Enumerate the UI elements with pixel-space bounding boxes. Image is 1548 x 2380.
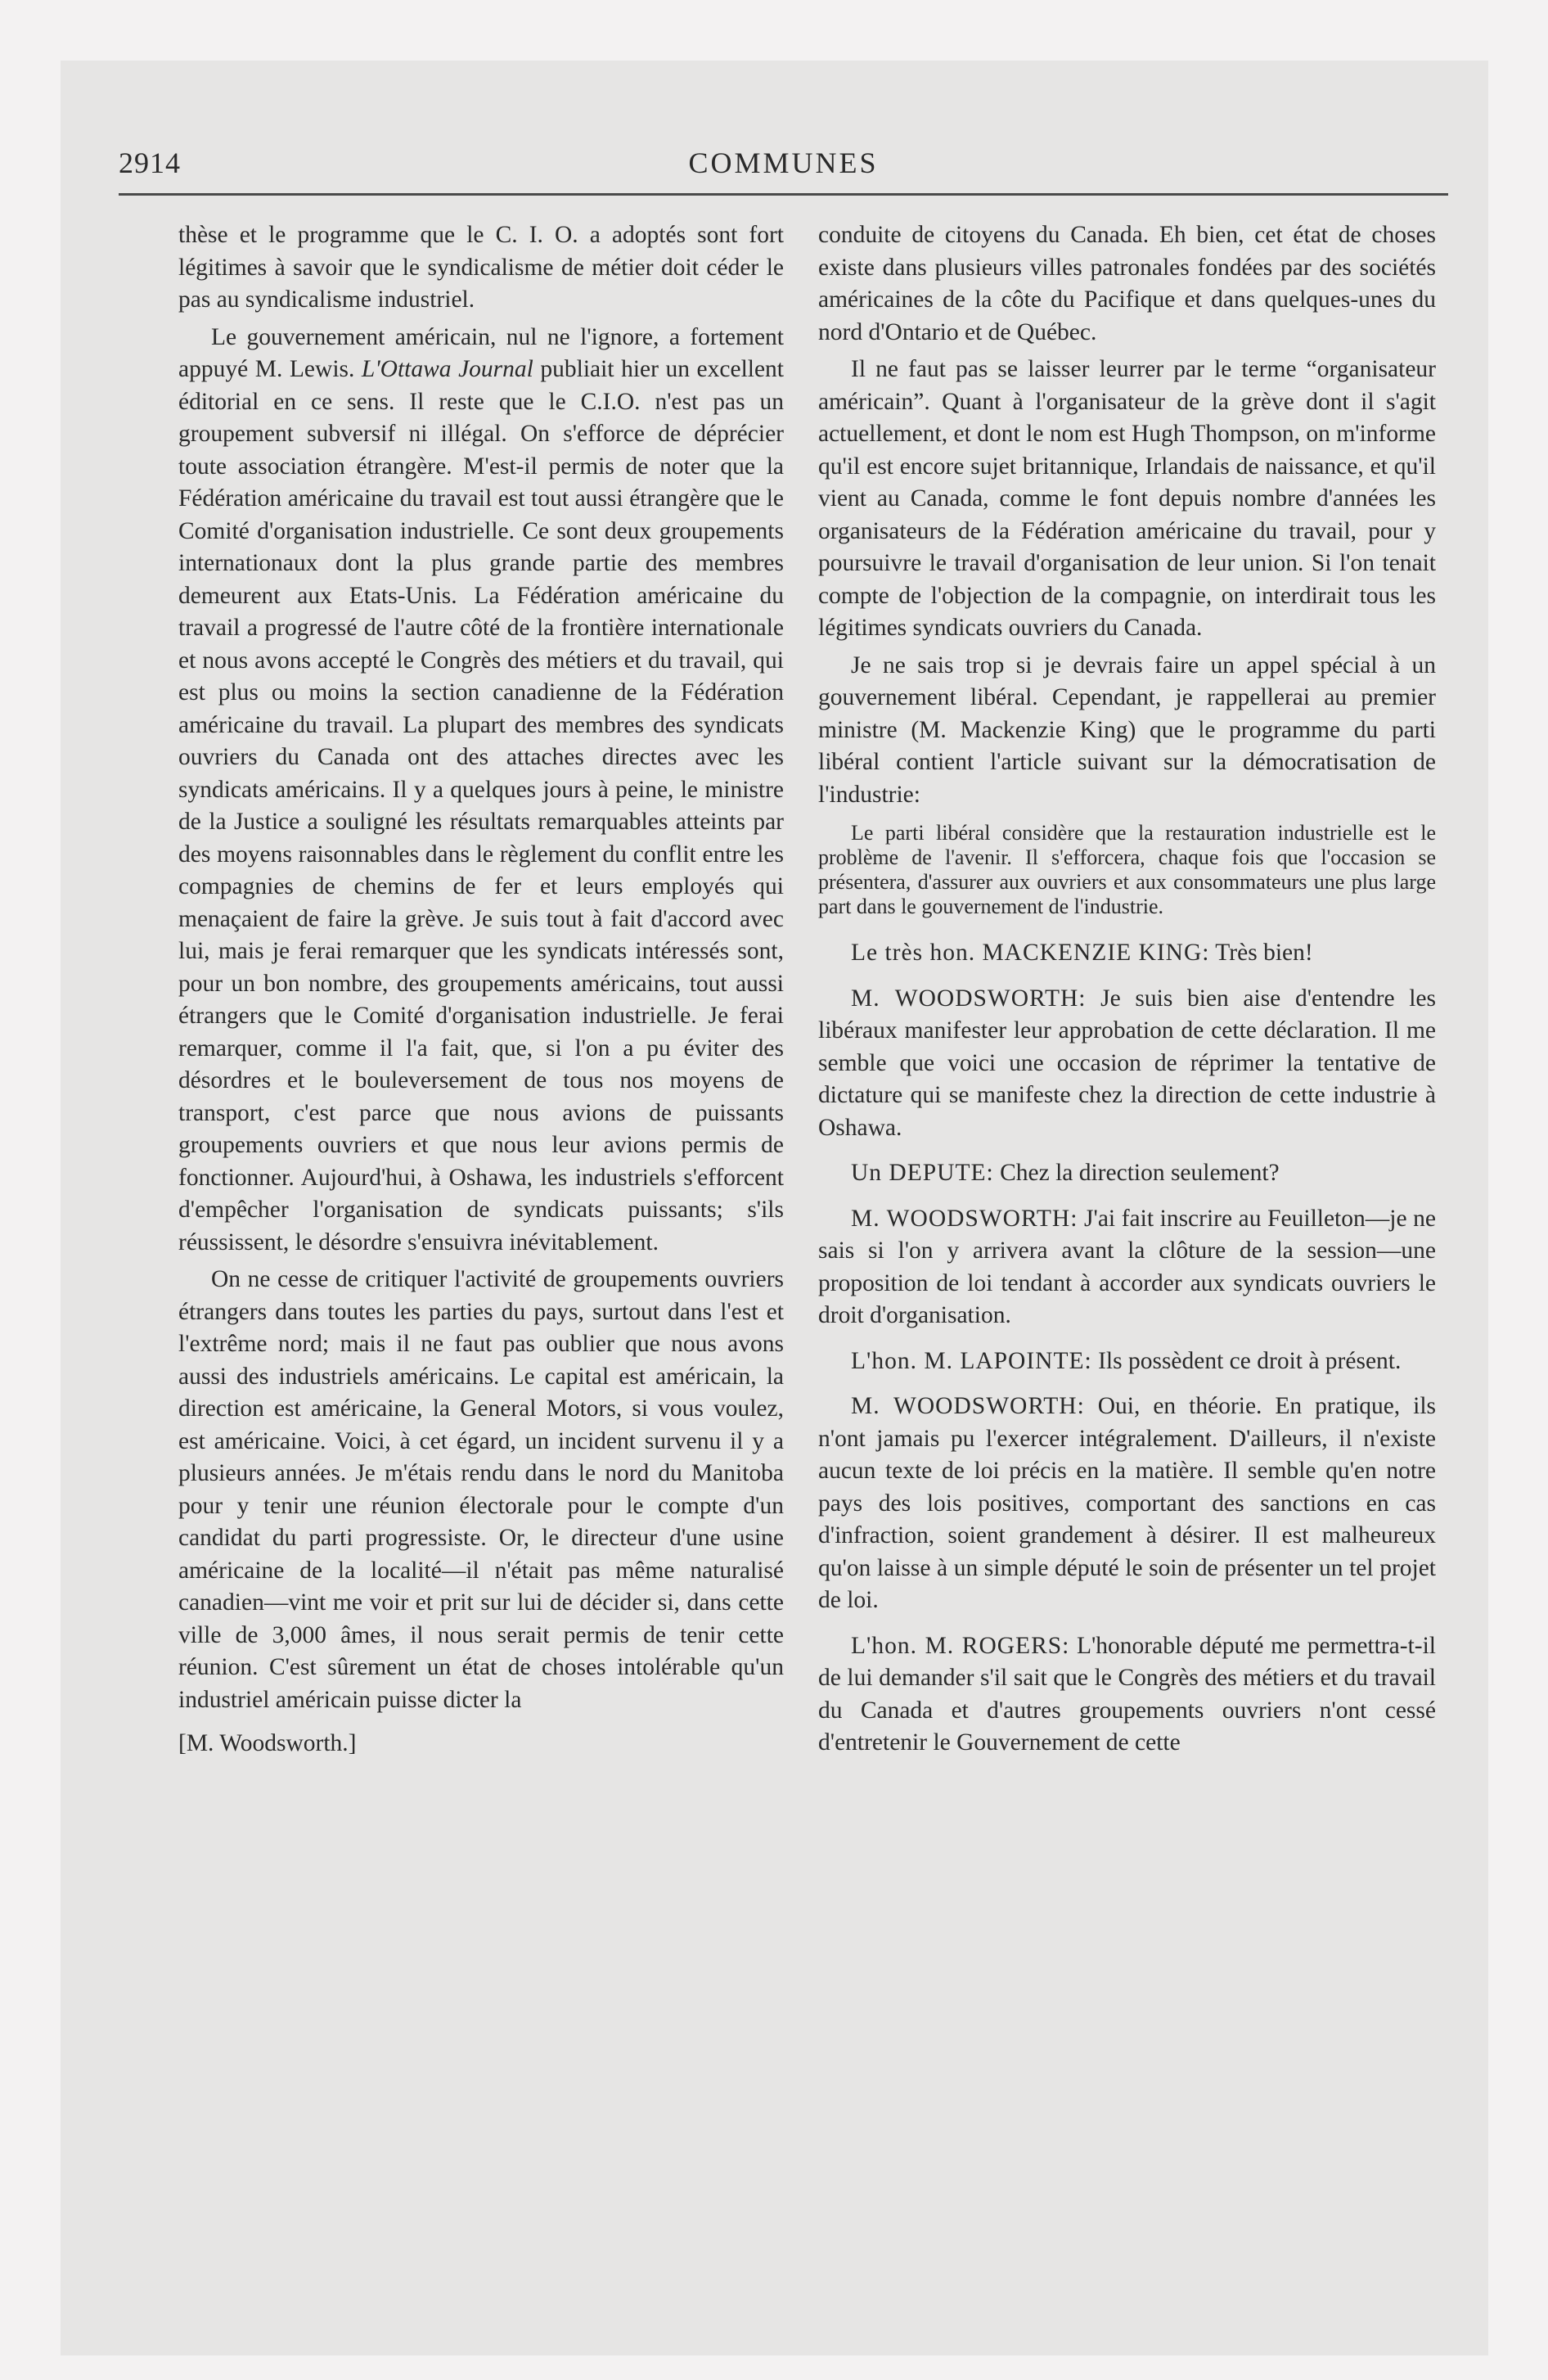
quoted-passage: Le parti libéral considère que la restauration industrielle est le problème de l'avenir. Il s'efforcera, chaque fois que l'occasion se présentera, d'assurer aux ouvriers et aux consommateurs une plus large part dans le gouvernement de l'industrie. — [818, 821, 1436, 918]
page-number: 2914 — [119, 146, 181, 179]
paragraph: Je ne sais trop si je devrais faire un appel spécial à un gouvernement libéral. Cependant, je rappellerai au premier ministre (M. Mackenzie King) que le programme du parti libéral contient l'article suivant sur la démocratisation de l'industrie: — [818, 651, 1436, 808]
speech-text: Très bien! — [1209, 940, 1313, 966]
speech-text: Oui, en théorie. En pratique, ils n'ont jamais pu l'exercer intégralement. D'ailleurs, il n'existe aucun texte de loi précis en la matière. Il semble qu'en notre pays des lois positives, comportant des sanctions en cas d'infraction, soient grandement à désirer. Il est malheureux qu'on laisse à un simple député le soin de présenter un tel projet de loi. — [818, 1393, 1436, 1613]
speech-text: L'honorable député me permettra-t-il de lui demander s'il sait que le Congrès des métiers et du travail du Canada et d'autres groupements ouvriers n'ont cessé d'entretenir le Gouvernement de cette — [818, 1632, 1436, 1756]
running-title: COMMUNES — [688, 146, 879, 179]
paragraph-text: publiait hier un excellent éditorial en ce sens. Il reste que le C.I.O. n'est pas un groupement subversif ni illégal. On s'efforce de déprécier toute association étrangère. M'est-il permis de noter que la Fédération américaine du travail est tout aussi étrangère que le Comité d'organisation industrielle. Ce sont deux groupements internationaux dont la plus grande partie des membres demeurent aux Etats-Unis. La Fédération américaine du travail a progressé de l'autre côté de la frontière internationale et nous avons accepté le Congrès des métiers et du travail, qui est plus ou moins la section canadienne de la Fédération américaine du travail. La plupart des membres des syndicats ouvriers du Canada ont des attaches directes avec les syndicats américains. Il y a quelques jours à peine, le ministre de la Justice a souligné les résultats remarquables atteints par des moyens raisonnables dans le règlement du conflit entre les compagnies de chemins de fer et leurs employés qui menaçaient de faire la grève. Je suis tout à fait d'accord avec lui, mais je ferai remarquer que les syndicats intéressés sont, pour un bon nombre, des groupements américains, tout aussi étrangers que le Comité d'organisation industrielle. Je ferai remarquer, comme il l'a fait, que, si l'on a pu éviter des désordres et le bouleversement de tous nos moyens de transport, c'est parce que nous avions de puissants groupements ouvriers et que nous leur avions permis de fonctionner. Aujourd'hui, à Oshawa, les industriels s'efforcent d'empêcher l'organisation de syndicats puissants; s'ils réussissent, le désordre s'ensuivra inévitablement. — [178, 356, 785, 1255]
paragraph — [178, 322, 784, 1260]
paragraph: conduite de citoyens du Canada. Eh bien, cet état de choses existe dans plusieurs villes patronales fondées par des sociétés américaines de la côte du Pacifique et dans quelques-unes du nord d'Ontario et de Québec. — [818, 222, 1436, 345]
speech-paragraph — [818, 1346, 1436, 1378]
paragraph: thèse et le programme que le C. I. O. a adoptés sont fort légitimes à savoir que le syndicalisme de métier doit céder le pas au syndicalisme industriel. — [178, 222, 784, 313]
left-column — [178, 219, 784, 1765]
journal-title: L'Ottawa Journal — [361, 356, 533, 382]
speech-paragraph — [818, 1391, 1436, 1617]
speaker-name: Le très hon. MACKENZIE KING: — [851, 940, 1210, 966]
speaker-signature: [M. Woodsworth.] — [178, 1730, 357, 1756]
speaker-name: M. WOODSWORTH: — [851, 1393, 1085, 1419]
speaker-name: Un DEPUTE: — [851, 1160, 994, 1186]
speech-paragraph — [818, 1157, 1436, 1190]
speech-text: Chez la direction seulement? — [993, 1160, 1280, 1186]
speech-paragraph — [818, 937, 1436, 970]
header-rule — [119, 193, 1448, 196]
paragraph-text: Le gouvernement américain, nul ne l'ignore, a fortement appuyé M. Lewis. — [178, 323, 784, 382]
speaker-name: L'hon. M. LAPOINTE: — [851, 1347, 1092, 1374]
speaker-name: M. WOODSWORTH: — [851, 1205, 1078, 1232]
speech-paragraph — [818, 1203, 1436, 1332]
speaker-name: M. WOODSWORTH: — [851, 985, 1087, 1012]
paragraph: Il ne faut pas se laisser leurrer par le terme “organisateur américain”. Quant à l'organisateur de la grève dont il s'agit actuellement, et dont le nom est Hugh Thompson, on m'informe qu'il est encore sujet britannique, Irlandais de naissance, et qu'il vient au Canada, comme le font depuis nombre d'années les organisateurs de la Fédération américaine du travail, pour y poursuivre le travail d'organisation de leur union. Si l'on tenait compte de l'objection de la compagnie, on interdirait tous les légitimes syndicats ouvriers du Canada. — [818, 356, 1436, 641]
speaker-name: L'hon. M. ROGERS: — [851, 1632, 1070, 1659]
speech-text: J'ai fait inscrire au Feuilleton—je ne sais si l'on y arrivera avant la clôture de la session—une proposition de loi tendant à accorder aux syndicats ouvriers le droit d'organisation. — [818, 1205, 1436, 1328]
speech-paragraph — [818, 1630, 1436, 1760]
page-header — [119, 137, 1448, 188]
right-column — [818, 219, 1436, 1765]
speech-text: Je suis bien aise d'entendre les libéraux manifester leur approbation de cette déclaration. Il me semble que voici une occasion de réprimer la tentative de dictature qui se manifeste chez la direction de cette industrie à Oshawa. — [818, 985, 1436, 1141]
speech-paragraph — [818, 983, 1436, 1145]
paragraph: On ne cesse de critiquer l'activité de groupements ouvriers étrangers dans toutes les parties du pays, surtout dans l'est et l'extrême nord; mais il ne faut pas oublier que nous avons aussi des industriels américains. Le capital est américain, la direction est américaine, la General Motors, si vous voulez, est américaine. Voici, à cet égard, un incident survenu il y a plusieurs années. Je m'étais rendu dans le nord du Manitoba pour y tenir une réunion électorale pour le compte d'un candidat du parti progressiste. Or, le directeur d'une usine américaine de la localité—il n'était pas même naturalisé canadien—vint me voir et prit sur lui de décider si, dans cette ville de 3,000 âmes, il nous serait permis de tenir cette réunion. C'est sûrement un état de choses intolérable qu'un industriel américain puisse dicter la — [178, 1266, 784, 1713]
speech-text: Ils possèdent ce droit à présent. — [1091, 1347, 1402, 1374]
